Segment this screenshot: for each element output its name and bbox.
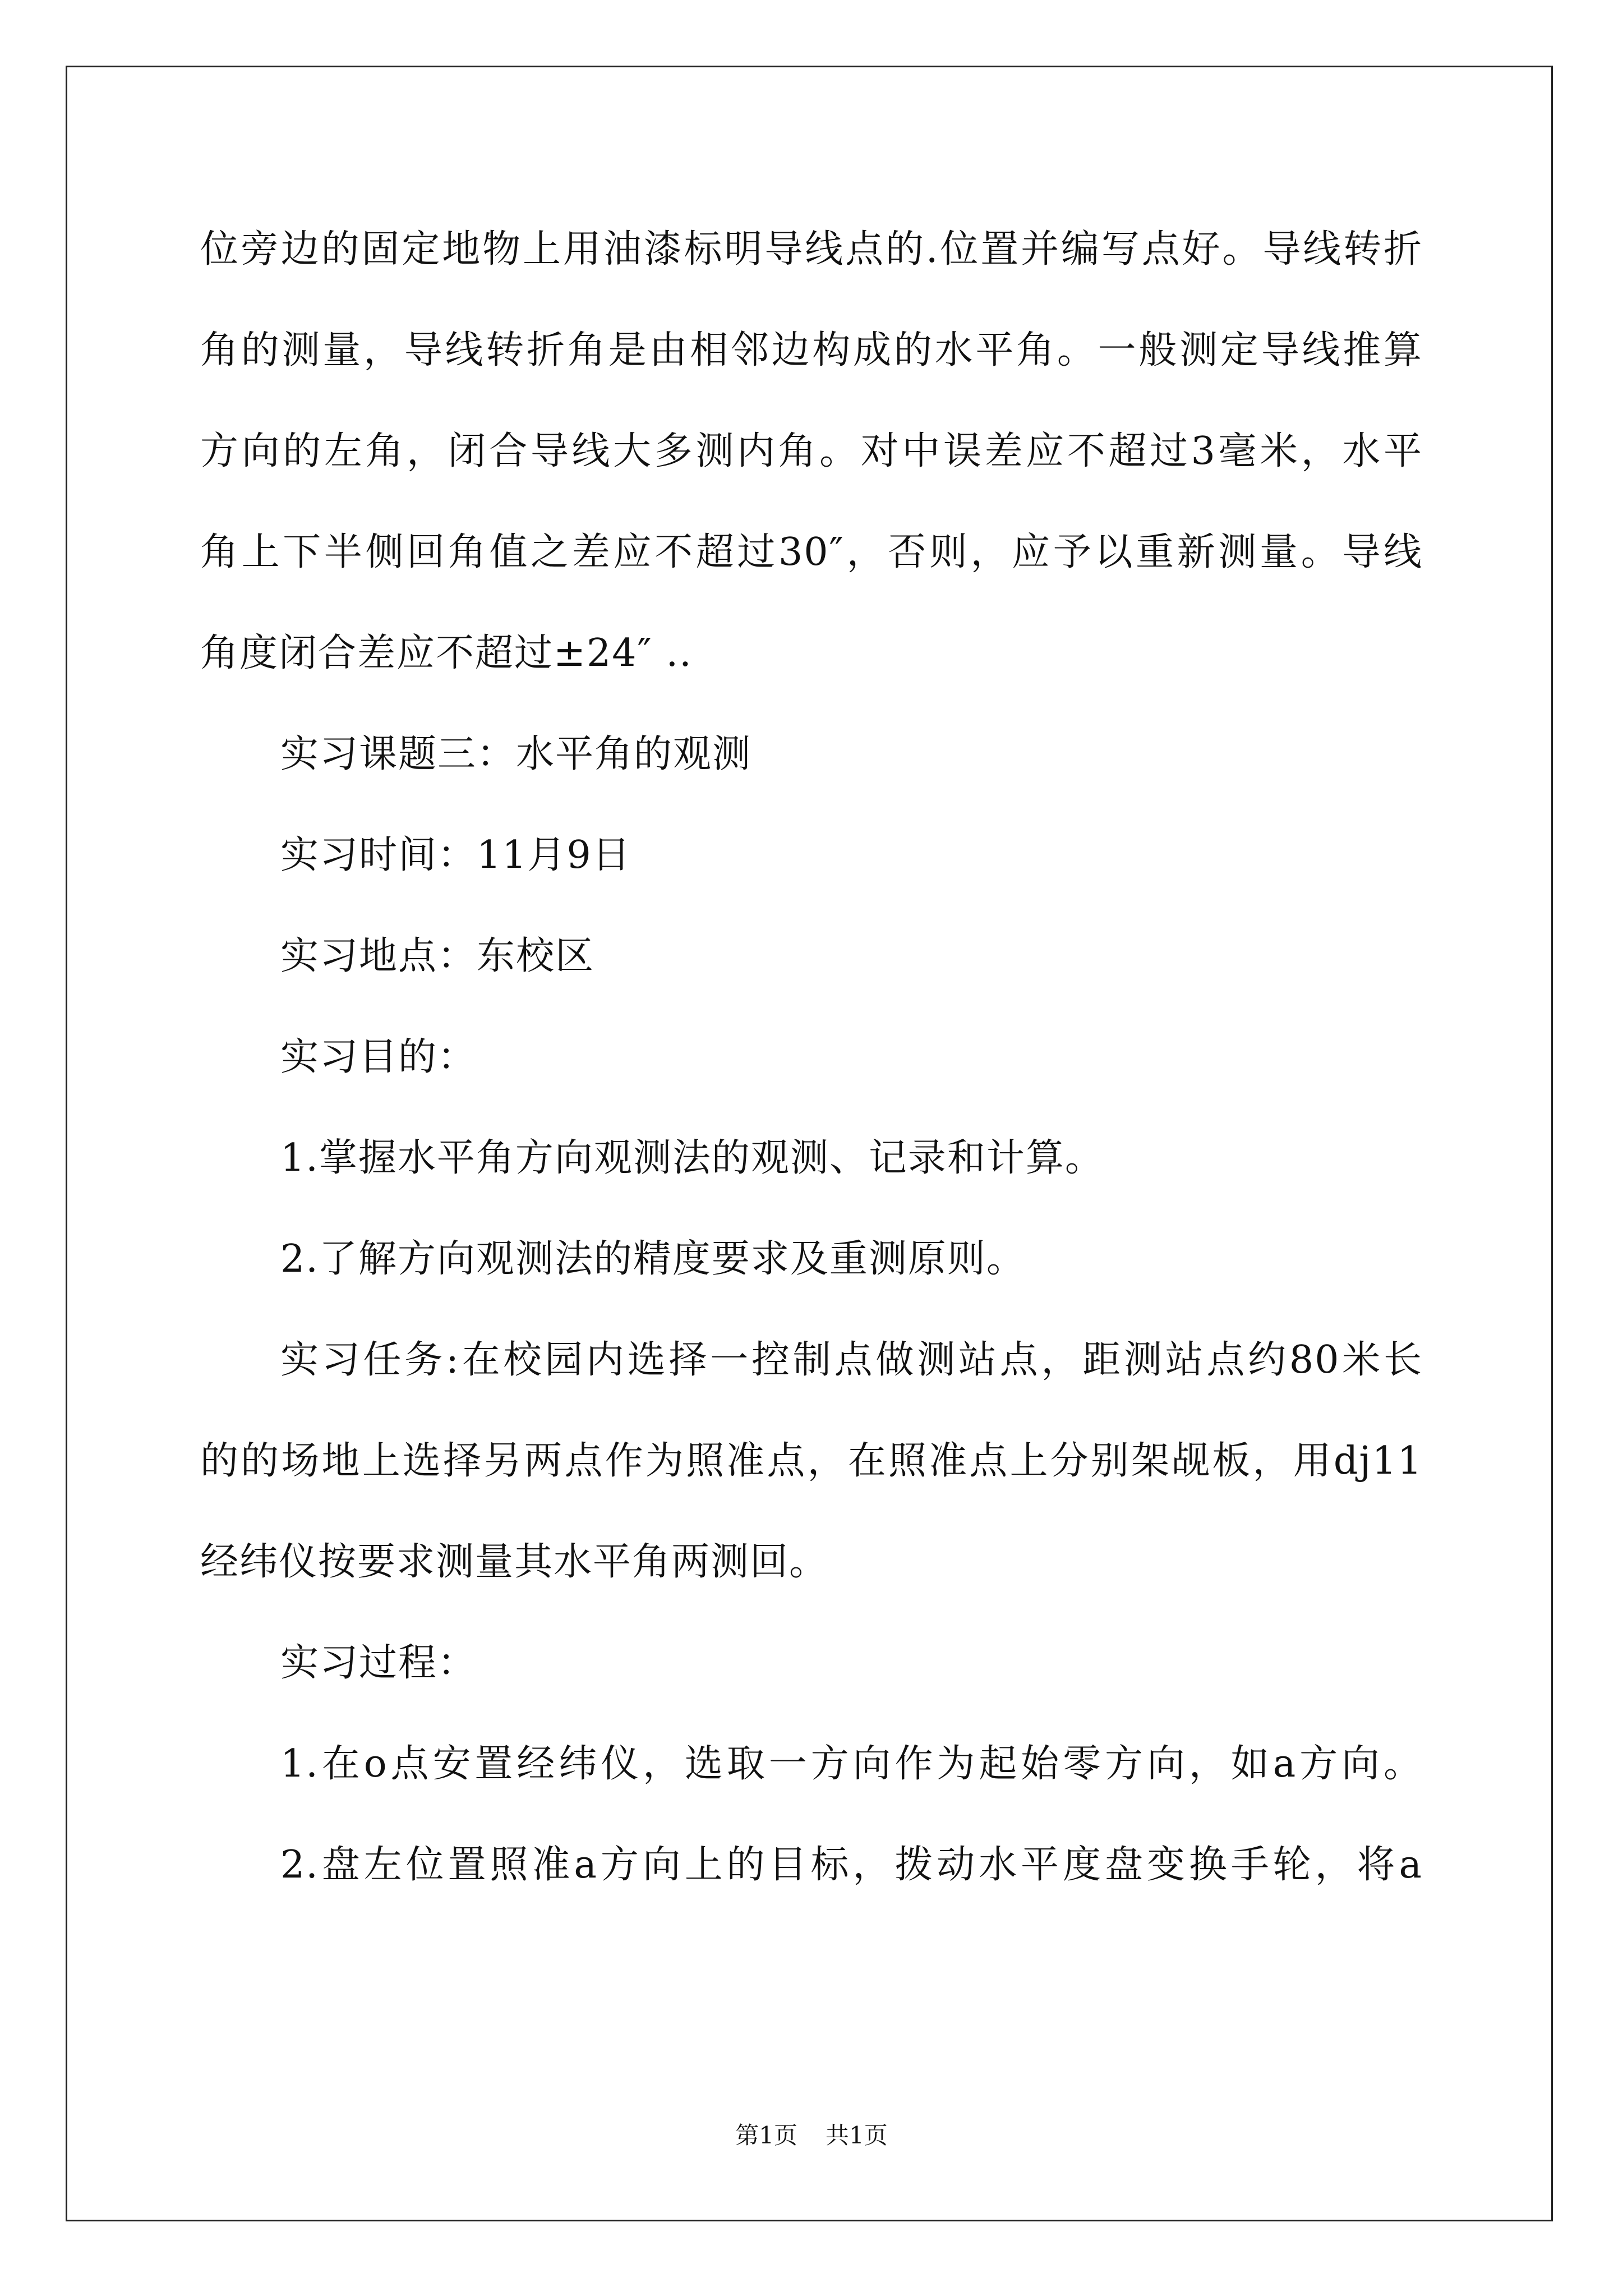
- section-title: 实习课题三：水平角的观测: [280, 732, 752, 776]
- paragraph-line-3: 方向的左角，闭合导线大多测内角。对中误差应不超过3毫米，水平: [200, 429, 1423, 473]
- practice-time: 实习时间：11月9日: [280, 833, 631, 877]
- task-line-2: 的的场地上选择另两点作为照准点，在照准点上分别架觇板，用dj11: [200, 1439, 1423, 1483]
- process-heading: 实习过程：: [280, 1641, 477, 1685]
- paragraph-line-5: 角度闭合差应不超过±24″ ..: [200, 631, 693, 675]
- purpose-item-2: 2.了解方向观测法的精度要求及重测原则。: [280, 1237, 1026, 1281]
- task-line-3: 经纬仪按要求测量其水平角两测回。: [200, 1540, 829, 1584]
- page-number: 第1页: [735, 2122, 797, 2149]
- process-step-1: 1.在o点安置经纬仪，选取一方向作为起始零方向，如a方向。: [280, 1742, 1423, 1786]
- task-line-1: 实习任务:在校园内选择一控制点做测站点，距测站点约80米长: [280, 1338, 1423, 1382]
- paragraph-line-2: 角的测量，导线转折角是由相邻边构成的水平角。一般测定导线推算: [200, 328, 1423, 372]
- process-step-2: 2.盘左位置照准a方向上的目标，拨动水平度盘变换手轮，将a: [280, 1843, 1423, 1887]
- practice-location: 实习地点：东校区: [280, 934, 595, 978]
- paragraph-line-4: 角上下半侧回角值之差应不超过30″，否则，应予以重新测量。导线: [200, 530, 1423, 574]
- practice-purpose-heading: 实习目的：: [280, 1035, 477, 1079]
- purpose-item-1: 1.掌握水平角方向观测法的观测、记录和计算。: [280, 1136, 1104, 1180]
- page-footer: [0, 2122, 1623, 2150]
- paragraph-line-1: 位旁边的固定地物上用油漆标明导线点的.位置并编写点好。导线转折: [200, 227, 1423, 272]
- page-total: 共1页: [826, 2122, 888, 2149]
